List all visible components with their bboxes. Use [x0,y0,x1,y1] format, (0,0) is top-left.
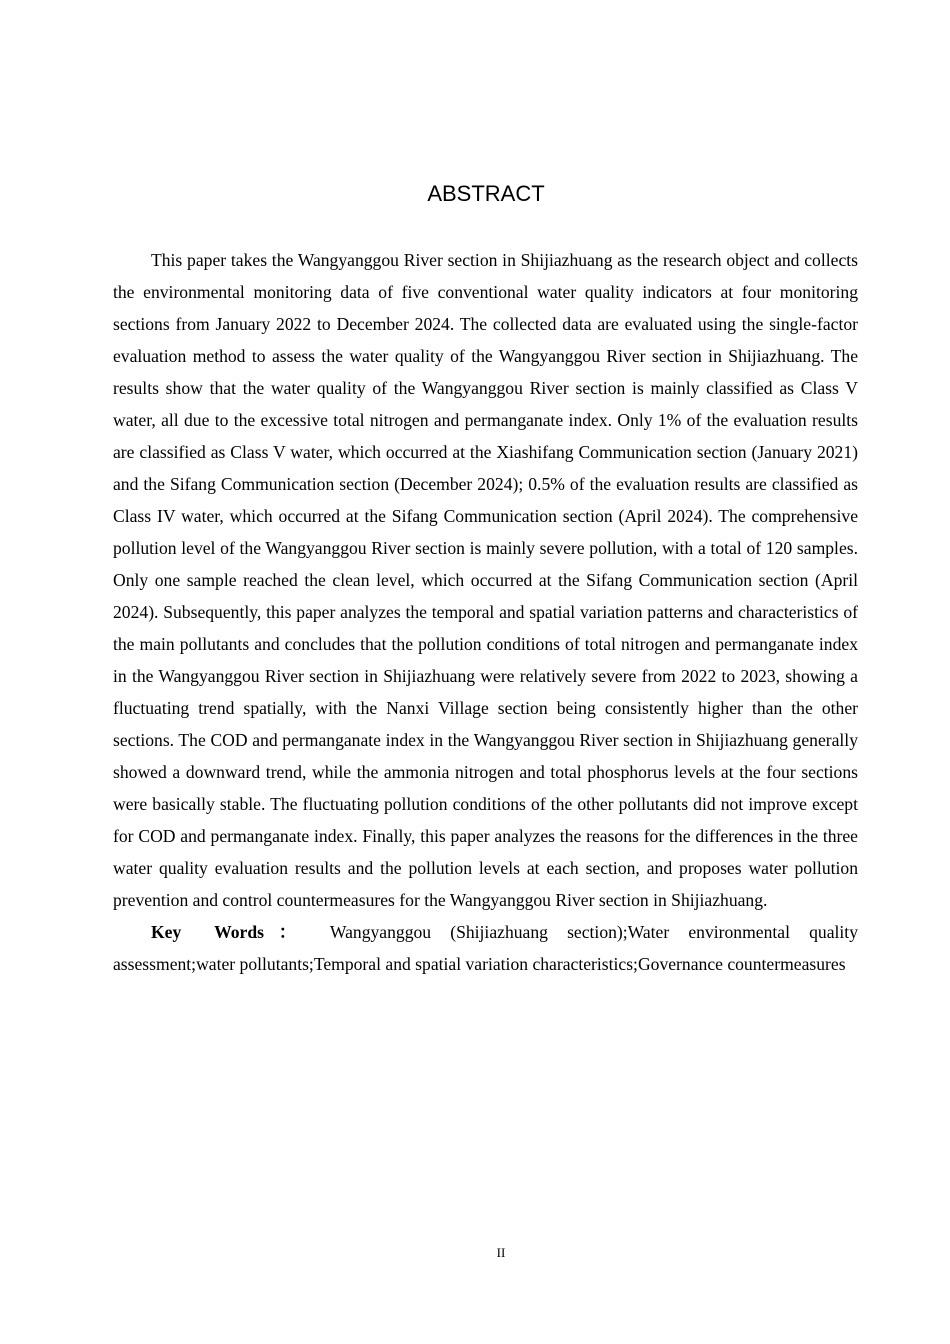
page-number: II [496,1245,506,1260]
abstract-body [113,244,858,980]
abstract-paragraph: This paper takes the Wangyanggou River section in Shijiazhuang as the research object and collects the environmental monitoring data of five conventional water quality indicators at four monitoring sections from January 2022 to December 2024. The collected data are evaluated using the single-factor evaluation method to assess the water quality of the Wangyanggou River section in Shijiazhuang. The results show that the water quality of the Wangyanggou River section is mainly classified as Class V water, all due to the excessive total nitrogen and permanganate index. Only 1% of the evaluation results are classified as Class V water, which occurred at the Xiashifang Communication section (January 2021) and the Sifang Communication section (December 2024); 0.5% of the evaluation results are classified as Class IV water, which occurred at the Sifang Communication section (April 2024). The comprehensive pollution level of the Wangyanggou River section is mainly severe pollution, with a total of 120 samples. Only one sample reached the clean level, which occurred at the Sifang Communication section (April 2024). Subsequently, this paper analyzes the temporal and spatial variation patterns and characteristics of the main pollutants and concludes that the pollution conditions of total nitrogen and permanganate index in the Wangyanggou River section in Shijiazhuang were relatively severe from 2022 to 2023, showing a fluctuating trend spatially, with the Nanxi Village section being consistently higher than the other sections. The COD and permanganate index in the Wangyanggou River section in Shijiazhuang generally showed a downward trend, while the ammonia nitrogen and total phosphorus levels at the four sections were basically stable. The fluctuating pollution conditions of the other pollutants did not improve except for COD and permanganate index. Finally, this paper analyzes the reasons for the differences in the three water quality evaluation results and the pollution levels at each section, and proposes water pollution prevention and control countermeasures for the Wangyanggou River section in Shijiazhuang. [113,250,858,910]
page-title: ABSTRACT [427,181,545,206]
keywords-label: Key Words： [151,922,312,942]
keywords-paragraph [113,916,858,980]
keywords-text: Wangyanggou (Shijiazhuang section);Water environmental quality assessment;water pollutants;Temporal and spatial variation characteristics;Governance countermeasures [113,922,858,974]
